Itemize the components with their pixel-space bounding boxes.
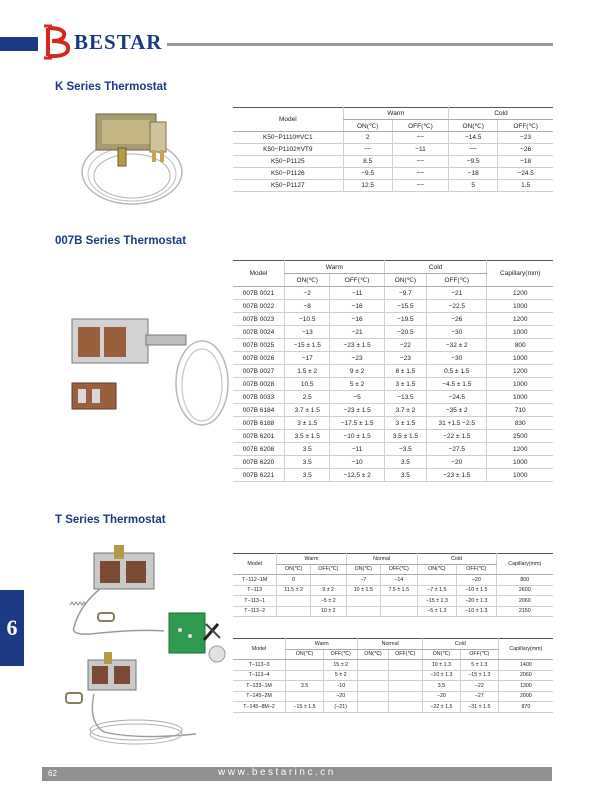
col-cold-on: ON(℃): [417, 564, 456, 575]
col-warm-off: OFF(℃): [310, 564, 346, 575]
value-cell: −22: [460, 681, 498, 692]
value-cell: 3.7 ± 2: [384, 404, 426, 417]
model-cell: T−113−3: [233, 660, 286, 671]
k-series-thermostat-image: [72, 100, 192, 215]
k-series-title: K Series Thermostat: [55, 81, 167, 93]
value-cell: 3.5 ± 1.5: [284, 430, 330, 443]
value-cell: 3.5: [286, 681, 324, 692]
model-cell: K50−P1127: [233, 180, 343, 192]
chapter-tab: 6: [0, 590, 24, 666]
col-cold-on: ON(℃): [384, 274, 426, 287]
col-normal-off: OFF(℃): [388, 649, 422, 660]
model-cell: K50−P1125: [233, 156, 343, 168]
value-cell: −11: [392, 144, 448, 156]
knob-image: [207, 644, 227, 669]
value-cell: −31 ± 1.5: [460, 702, 498, 713]
col-model: Model: [233, 261, 284, 287]
table-row: [233, 132, 553, 144]
value-cell: 12.5: [343, 180, 392, 192]
value-cell: −24.5: [498, 168, 553, 180]
value-cell: 11.5 ± 2: [277, 585, 311, 596]
value-cell: [346, 596, 380, 607]
007b-series-thermostat-image: [62, 305, 232, 460]
value-cell: −23 ± 1.5: [330, 339, 384, 352]
value-cell: [388, 691, 422, 702]
007b-series-rows: [233, 287, 553, 482]
col-warm-on: ON(℃): [284, 274, 330, 287]
value-cell: 9 ± 2: [330, 365, 384, 378]
value-cell: 1300: [498, 681, 553, 692]
value-cell: 2060: [496, 596, 553, 607]
value-cell: [388, 681, 422, 692]
table-row: [233, 456, 553, 469]
model-cell: T−112−1M: [233, 575, 277, 586]
header-accent-bar: [0, 37, 38, 51]
table-row: [233, 681, 553, 692]
col-model: Model: [233, 554, 277, 575]
model-cell: K50−P1102≡VT9: [233, 144, 343, 156]
value-cell: −27: [460, 691, 498, 702]
k-series-table: [233, 107, 553, 192]
value-cell: −14.5: [449, 132, 498, 144]
model-cell: T−133−1M: [233, 681, 286, 692]
value-cell: [388, 670, 422, 681]
value-cell: −27.5: [427, 443, 487, 456]
value-cell: [358, 681, 388, 692]
value-cell: −10 ± 1.5: [457, 585, 496, 596]
value-cell: −10.5: [284, 313, 330, 326]
col-capillary: Capillary(mm): [487, 261, 553, 287]
value-cell: −22 ± 1.5: [422, 702, 460, 713]
value-cell: −20.5: [384, 326, 426, 339]
value-cell: 5: [449, 180, 498, 192]
value-cell: 10 ± 1.5: [346, 585, 380, 596]
value-cell: 3.5: [284, 456, 330, 469]
model-cell: K50−P1110≡VC1: [233, 132, 343, 144]
col-cold-off: OFF(℃): [498, 120, 553, 132]
table-row: [233, 365, 553, 378]
value-cell: −26: [427, 313, 487, 326]
model-cell: 007B 6184: [233, 404, 284, 417]
table-row: [233, 339, 553, 352]
t-series-thermostat-image-2: [78, 650, 198, 755]
value-cell: 2500: [487, 430, 553, 443]
table-row: [233, 168, 553, 180]
value-cell: 3.5: [284, 469, 330, 482]
value-cell: 5 ± 2: [323, 670, 357, 681]
col-cold-on: ON(℃): [422, 649, 460, 660]
value-cell: 870: [498, 702, 553, 713]
value-cell: [358, 691, 388, 702]
col-warm: Warm: [277, 554, 346, 565]
t-series-table-1: [233, 553, 553, 617]
value-cell: −13.5: [384, 391, 426, 404]
value-cell: 5 ± 1.3: [460, 660, 498, 671]
value-cell: −−: [392, 180, 448, 192]
value-cell: 0: [277, 575, 311, 586]
value-cell: −4.5 ± 1.5: [427, 378, 487, 391]
value-cell: 2150: [496, 606, 553, 617]
value-cell: 3.7 ± 1.5: [284, 404, 330, 417]
value-cell: −11: [330, 287, 384, 300]
col-normal: Normal: [358, 639, 423, 650]
model-cell: 007B 6208: [233, 443, 284, 456]
value-cell: 1000: [487, 469, 553, 482]
value-cell: −32 ± 2: [427, 339, 487, 352]
page-number: 62: [48, 769, 57, 778]
value-cell: 7.5 ± 1.5: [380, 585, 417, 596]
value-cell: 2060: [498, 670, 553, 681]
col-cold-off: OFF(℃): [427, 274, 487, 287]
value-cell: [310, 575, 346, 586]
col-warm: Warm: [284, 261, 384, 274]
t-series-rows-1: [233, 575, 553, 617]
value-cell: 710: [487, 404, 553, 417]
value-cell: −30: [427, 352, 487, 365]
value-cell: 5 ± 2: [330, 378, 384, 391]
header-rule: [167, 43, 553, 46]
value-cell: 9 ± 2: [310, 585, 346, 596]
col-warm-on: ON(℃): [286, 649, 324, 660]
t-series-title: T Series Thermostat: [55, 514, 166, 526]
value-cell: −23 ± 1.5: [427, 469, 487, 482]
col-warm: Warm: [343, 108, 448, 120]
col-normal-on: ON(℃): [346, 564, 380, 575]
value-cell: [358, 702, 388, 713]
value-cell: −20: [457, 575, 496, 586]
col-warm: Warm: [286, 639, 358, 650]
model-cell: 007B 0021: [233, 287, 284, 300]
value-cell: [346, 606, 380, 617]
value-cell: −9.5: [343, 168, 392, 180]
table-row: [233, 180, 553, 192]
model-cell: 007B 6201: [233, 430, 284, 443]
value-cell: [277, 596, 311, 607]
table-row: [233, 391, 553, 404]
table-row: [233, 300, 553, 313]
value-cell: 1200: [487, 313, 553, 326]
007b-series-title: 007B Series Thermostat: [55, 235, 187, 247]
value-cell: −20 ± 1.3: [457, 596, 496, 607]
value-cell: 3.5: [384, 469, 426, 482]
col-cold: Cold: [449, 108, 553, 120]
value-cell: −22.5: [427, 300, 487, 313]
footer-url: www.bestarinc.cn: [218, 767, 336, 778]
value-cell: −23: [384, 352, 426, 365]
col-capillary: Capillary(mm): [496, 554, 553, 575]
model-cell: 007B 0023: [233, 313, 284, 326]
model-cell: 007B 6188: [233, 417, 284, 430]
value-cell: 800: [496, 575, 553, 586]
value-cell: −7 ± 1.5: [417, 585, 456, 596]
col-cold-off: OFF(℃): [460, 649, 498, 660]
value-cell: 1000: [487, 378, 553, 391]
model-cell: T−113−4: [233, 670, 286, 681]
table-row: [233, 606, 553, 617]
value-cell: −23: [330, 352, 384, 365]
model-cell: T−113: [233, 585, 277, 596]
brand-name: BESTAR: [74, 29, 163, 54]
t-series-table-2: [233, 638, 553, 713]
table-row: [233, 156, 553, 168]
col-warm-on: ON(℃): [343, 120, 392, 132]
model-cell: 007B 0033: [233, 391, 284, 404]
value-cell: [286, 660, 324, 671]
value-cell: 15 ± 2: [323, 660, 357, 671]
value-cell: [286, 691, 324, 702]
col-warm-on: ON(℃): [277, 564, 311, 575]
value-cell: −9.5: [449, 156, 498, 168]
value-cell: −23: [498, 132, 553, 144]
value-cell: −10 ± 1.3: [422, 670, 460, 681]
value-cell: −−: [449, 144, 498, 156]
value-cell: −15 ± 1.3: [417, 596, 456, 607]
model-cell: T−145−8M−2: [233, 702, 286, 713]
table-row: [233, 670, 553, 681]
value-cell: −7: [346, 575, 380, 586]
value-cell: −2: [284, 287, 330, 300]
value-cell: [388, 660, 422, 671]
value-cell: 830: [487, 417, 553, 430]
value-cell: 0.5 ± 1.5: [427, 365, 487, 378]
value-cell: 8.5: [343, 156, 392, 168]
bracket-image: [96, 610, 116, 629]
value-cell: −13: [284, 326, 330, 339]
value-cell: −5 ± 1.3: [417, 606, 456, 617]
value-cell: −20: [323, 691, 357, 702]
value-cell: 10 ± 1.3: [422, 660, 460, 671]
model-cell: 007B 6220: [233, 456, 284, 469]
value-cell: −35 ± 2: [427, 404, 487, 417]
value-cell: [358, 670, 388, 681]
col-normal-on: ON(℃): [358, 649, 388, 660]
value-cell: 3 ± 1.5: [384, 417, 426, 430]
value-cell: −10 ± 1.3: [457, 606, 496, 617]
k-series-rows: [233, 132, 553, 192]
value-cell: −10: [330, 456, 384, 469]
value-cell: −17: [284, 352, 330, 365]
table-row: [233, 287, 553, 300]
bracket-image-2: [64, 690, 84, 711]
value-cell: −−: [392, 168, 448, 180]
value-cell: [277, 606, 311, 617]
value-cell: 1400: [498, 660, 553, 671]
value-cell: 800: [487, 339, 553, 352]
value-cell: −26: [498, 144, 553, 156]
value-cell: −8: [284, 300, 330, 313]
table-row: [233, 585, 553, 596]
value-cell: 1000: [487, 352, 553, 365]
table-row: [233, 660, 553, 671]
col-cold: Cold: [422, 639, 498, 650]
value-cell: −18: [498, 156, 553, 168]
col-cold: Cold: [417, 554, 496, 565]
model-cell: 007B 0026: [233, 352, 284, 365]
model-cell: 007B 0022: [233, 300, 284, 313]
value-cell: −16: [330, 313, 384, 326]
value-cell: 1000: [487, 300, 553, 313]
value-cell: −17.5 ± 1.5: [330, 417, 384, 430]
table-row: [233, 313, 553, 326]
value-cell: −9.7: [384, 287, 426, 300]
model-cell: K50−P1126: [233, 168, 343, 180]
table-row: [233, 144, 553, 156]
model-cell: 007B 0025: [233, 339, 284, 352]
value-cell: 1000: [487, 391, 553, 404]
value-cell: −20: [422, 691, 460, 702]
value-cell: −12.5 ± 2: [330, 469, 384, 482]
value-cell: 1200: [487, 443, 553, 456]
t-series-thermostat-image: [60, 545, 170, 650]
table-row: [233, 691, 553, 702]
value-cell: −22 ± 1.5: [427, 430, 487, 443]
value-cell: −22: [384, 339, 426, 352]
value-cell: 1.5 ± 2: [284, 365, 330, 378]
table-row: [233, 596, 553, 607]
table-row: [233, 430, 553, 443]
value-cell: 2: [343, 132, 392, 144]
value-cell: [417, 575, 456, 586]
bestar-b-icon: [42, 22, 72, 62]
value-cell: −23 ± 1.5: [330, 404, 384, 417]
col-model: Model: [233, 108, 343, 132]
value-cell: −19.5: [384, 313, 426, 326]
value-cell: −21: [330, 326, 384, 339]
col-warm-off: OFF(℃): [392, 120, 448, 132]
value-cell: −16: [330, 300, 384, 313]
value-cell: 10.5: [284, 378, 330, 391]
value-cell: −−: [392, 156, 448, 168]
value-cell: −24.5: [427, 391, 487, 404]
value-cell: −30: [427, 326, 487, 339]
value-cell: −20: [427, 456, 487, 469]
value-cell: −15 ± 1.3: [460, 670, 498, 681]
value-cell: −21: [427, 287, 487, 300]
value-cell: 10 ± 2: [310, 606, 346, 617]
table-row: [233, 404, 553, 417]
col-cold-on: ON(℃): [449, 120, 498, 132]
col-cold-off: OFF(℃): [457, 564, 496, 575]
value-cell: −−: [392, 132, 448, 144]
table-row: [233, 352, 553, 365]
value-cell: [380, 596, 417, 607]
model-cell: 007B 6221: [233, 469, 284, 482]
t-series-rows-2: [233, 660, 553, 713]
value-cell: −10: [323, 681, 357, 692]
value-cell: 1000: [487, 456, 553, 469]
value-cell: −11: [330, 443, 384, 456]
table-row: [233, 417, 553, 430]
value-cell: 2000: [498, 691, 553, 702]
model-cell: 007B 0024: [233, 326, 284, 339]
value-cell: −15 ± 1.5: [286, 702, 324, 713]
value-cell: 1200: [487, 365, 553, 378]
value-cell: 3.5: [422, 681, 460, 692]
value-cell: 3.5: [284, 443, 330, 456]
value-cell: 1200: [487, 287, 553, 300]
value-cell: 1.5: [498, 180, 553, 192]
value-cell: [358, 660, 388, 671]
value-cell: (−21): [323, 702, 357, 713]
value-cell: −5 ± 2: [310, 596, 346, 607]
value-cell: 3 ± 1.5: [384, 378, 426, 391]
table-row: [233, 575, 553, 586]
value-cell: −10 ± 1.5: [330, 430, 384, 443]
value-cell: 3.5 ± 1.5: [384, 430, 426, 443]
value-cell: 3.5: [384, 456, 426, 469]
model-cell: T−113−1: [233, 596, 277, 607]
value-cell: [286, 670, 324, 681]
col-warm-off: OFF(℃): [323, 649, 357, 660]
model-cell: T−113−2: [233, 606, 277, 617]
col-normal: Normal: [346, 554, 417, 565]
col-model: Model: [233, 639, 286, 660]
value-cell: −3.5: [384, 443, 426, 456]
value-cell: [388, 702, 422, 713]
model-cell: 007B 0027: [233, 365, 284, 378]
value-cell: 31 +1.5 −2.5: [427, 417, 487, 430]
007b-series-table: [233, 260, 553, 482]
col-warm-off: OFF(℃): [330, 274, 384, 287]
table-row: [233, 326, 553, 339]
value-cell: −−: [343, 144, 392, 156]
value-cell: 8 ± 1.5: [384, 365, 426, 378]
value-cell: −15 ± 1.5: [284, 339, 330, 352]
table-row: [233, 378, 553, 391]
table-row: [233, 702, 553, 713]
model-cell: T−145−2M: [233, 691, 286, 702]
value-cell: −15.5: [384, 300, 426, 313]
value-cell: −14: [380, 575, 417, 586]
col-cold: Cold: [384, 261, 487, 274]
value-cell: −5: [330, 391, 384, 404]
value-cell: 2600: [496, 585, 553, 596]
brand-logo: [42, 22, 162, 62]
table-row: [233, 469, 553, 482]
value-cell: 1000: [487, 326, 553, 339]
value-cell: 3 ± 1.5: [284, 417, 330, 430]
value-cell: 2.5: [284, 391, 330, 404]
col-normal-off: OFF(℃): [380, 564, 417, 575]
value-cell: −18: [449, 168, 498, 180]
value-cell: [380, 606, 417, 617]
model-cell: 007B 0028: [233, 378, 284, 391]
table-row: [233, 443, 553, 456]
col-capillary: Capillary(mm): [498, 639, 553, 660]
